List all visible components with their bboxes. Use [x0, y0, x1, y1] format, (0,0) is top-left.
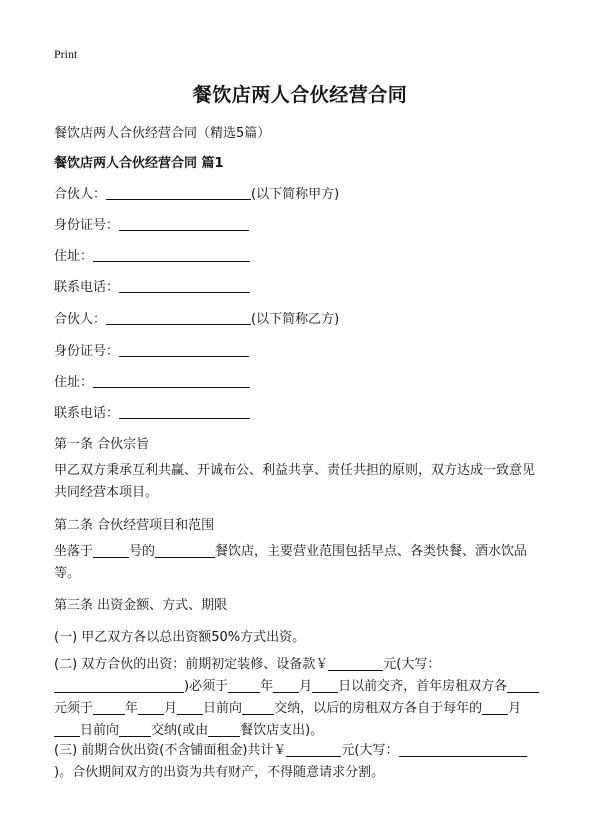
blank	[286, 743, 341, 757]
text: 月	[164, 701, 178, 716]
partner-a-phone-row	[54, 276, 250, 295]
partner-a-suffix: (以下简称甲方)	[251, 187, 340, 202]
id-label: 身份证号：	[54, 344, 120, 359]
partner-a-id-row	[54, 214, 249, 233]
document-title: 餐饮店两人合伙经营合同	[192, 84, 408, 106]
text: 交纳(或由	[151, 723, 209, 738]
partner-b-suffix: (以下简称乙方)	[251, 312, 340, 327]
text: 年	[260, 679, 274, 694]
text: 年	[125, 701, 139, 716]
partner-b-address-row	[54, 371, 250, 390]
text: (二) 双方合伙的出资：前期初定装修、设备款￥	[54, 657, 329, 672]
article3-item1: (一) 甲乙双方各以总出资额50%方式出资。	[54, 630, 306, 645]
article3-item3	[54, 740, 544, 784]
text: (三) 前期合伙出资(不含铺面租金)共计￥	[54, 743, 287, 758]
address-label: 住址：	[54, 375, 94, 390]
article2-body	[54, 541, 544, 585]
section-heading: 餐饮店两人合伙经营合同 篇1	[54, 156, 224, 171]
blank	[208, 723, 240, 737]
print-link[interactable]: Print	[54, 47, 78, 61]
blank	[328, 657, 383, 671]
text: 月	[508, 701, 522, 716]
id-blank	[119, 217, 249, 231]
text: 号的	[129, 544, 156, 559]
blank	[138, 701, 164, 715]
article3-item2	[54, 654, 544, 742]
blank	[93, 544, 129, 558]
phone-blank	[119, 279, 250, 293]
blank	[54, 679, 184, 693]
blank	[273, 679, 299, 693]
article1-heading: 第一条 合伙宗旨	[54, 437, 150, 452]
text: 餐饮店，主要营业范围包括早点、各类快餐、酒水饮品等。	[54, 544, 528, 581]
blank	[228, 679, 260, 693]
blank	[507, 679, 539, 693]
article3-heading: 第三条 出资金额、方式、期限	[54, 598, 228, 613]
partner-a-label: 合伙人：	[54, 187, 107, 202]
blank	[399, 743, 527, 757]
text: 元(大写：	[383, 657, 441, 672]
blank	[93, 701, 125, 715]
text: 交纳，以后的房租双方各自于每年的	[274, 701, 483, 716]
blank	[155, 544, 215, 558]
partner-a-row	[54, 183, 339, 202]
text: 日前向	[80, 723, 120, 738]
phone-blank	[119, 405, 250, 419]
text: 日以前交齐，首年房租双方各	[338, 679, 508, 694]
article1-body: 甲乙双方秉承互利共赢、开诚布公、利益共享、责任共担的原则，双方达成一致意见共同经营本项目。	[54, 463, 536, 500]
text: 月	[299, 679, 313, 694]
address-label: 住址：	[54, 249, 94, 264]
blank	[119, 723, 151, 737]
article2-heading: 第二条 合伙经营项目和范围	[54, 518, 215, 533]
blank	[482, 701, 508, 715]
partner-b-id-row	[54, 340, 249, 359]
text: 元(大写：	[341, 743, 399, 758]
id-label: 身份证号：	[54, 218, 120, 233]
partner-b-label: 合伙人：	[54, 312, 107, 327]
partner-a-address-row	[54, 245, 250, 264]
document-subtitle: 餐饮店两人合伙经营合同（精选5篇）	[54, 126, 271, 141]
text: 餐饮店支出)。	[240, 723, 324, 738]
id-blank	[119, 343, 249, 357]
partner-a-blank	[106, 186, 251, 200]
partner-b-blank	[106, 311, 251, 325]
address-blank	[93, 248, 250, 262]
partner-b-row	[54, 308, 339, 327]
phone-label: 联系电话：	[54, 280, 120, 295]
text: 日前向	[203, 701, 243, 716]
blank	[242, 701, 274, 715]
address-blank	[93, 374, 250, 388]
text: )必须于	[184, 679, 229, 694]
text: )。合伙期间双方的出资为共有财产，不得随意请求分割。	[54, 765, 385, 780]
partner-b-phone-row	[54, 402, 250, 421]
blank	[54, 723, 80, 737]
text: 坐落于	[54, 544, 94, 559]
blank	[312, 679, 338, 693]
phone-label: 联系电话：	[54, 406, 120, 421]
text: 元须于	[54, 701, 94, 716]
blank	[177, 701, 203, 715]
